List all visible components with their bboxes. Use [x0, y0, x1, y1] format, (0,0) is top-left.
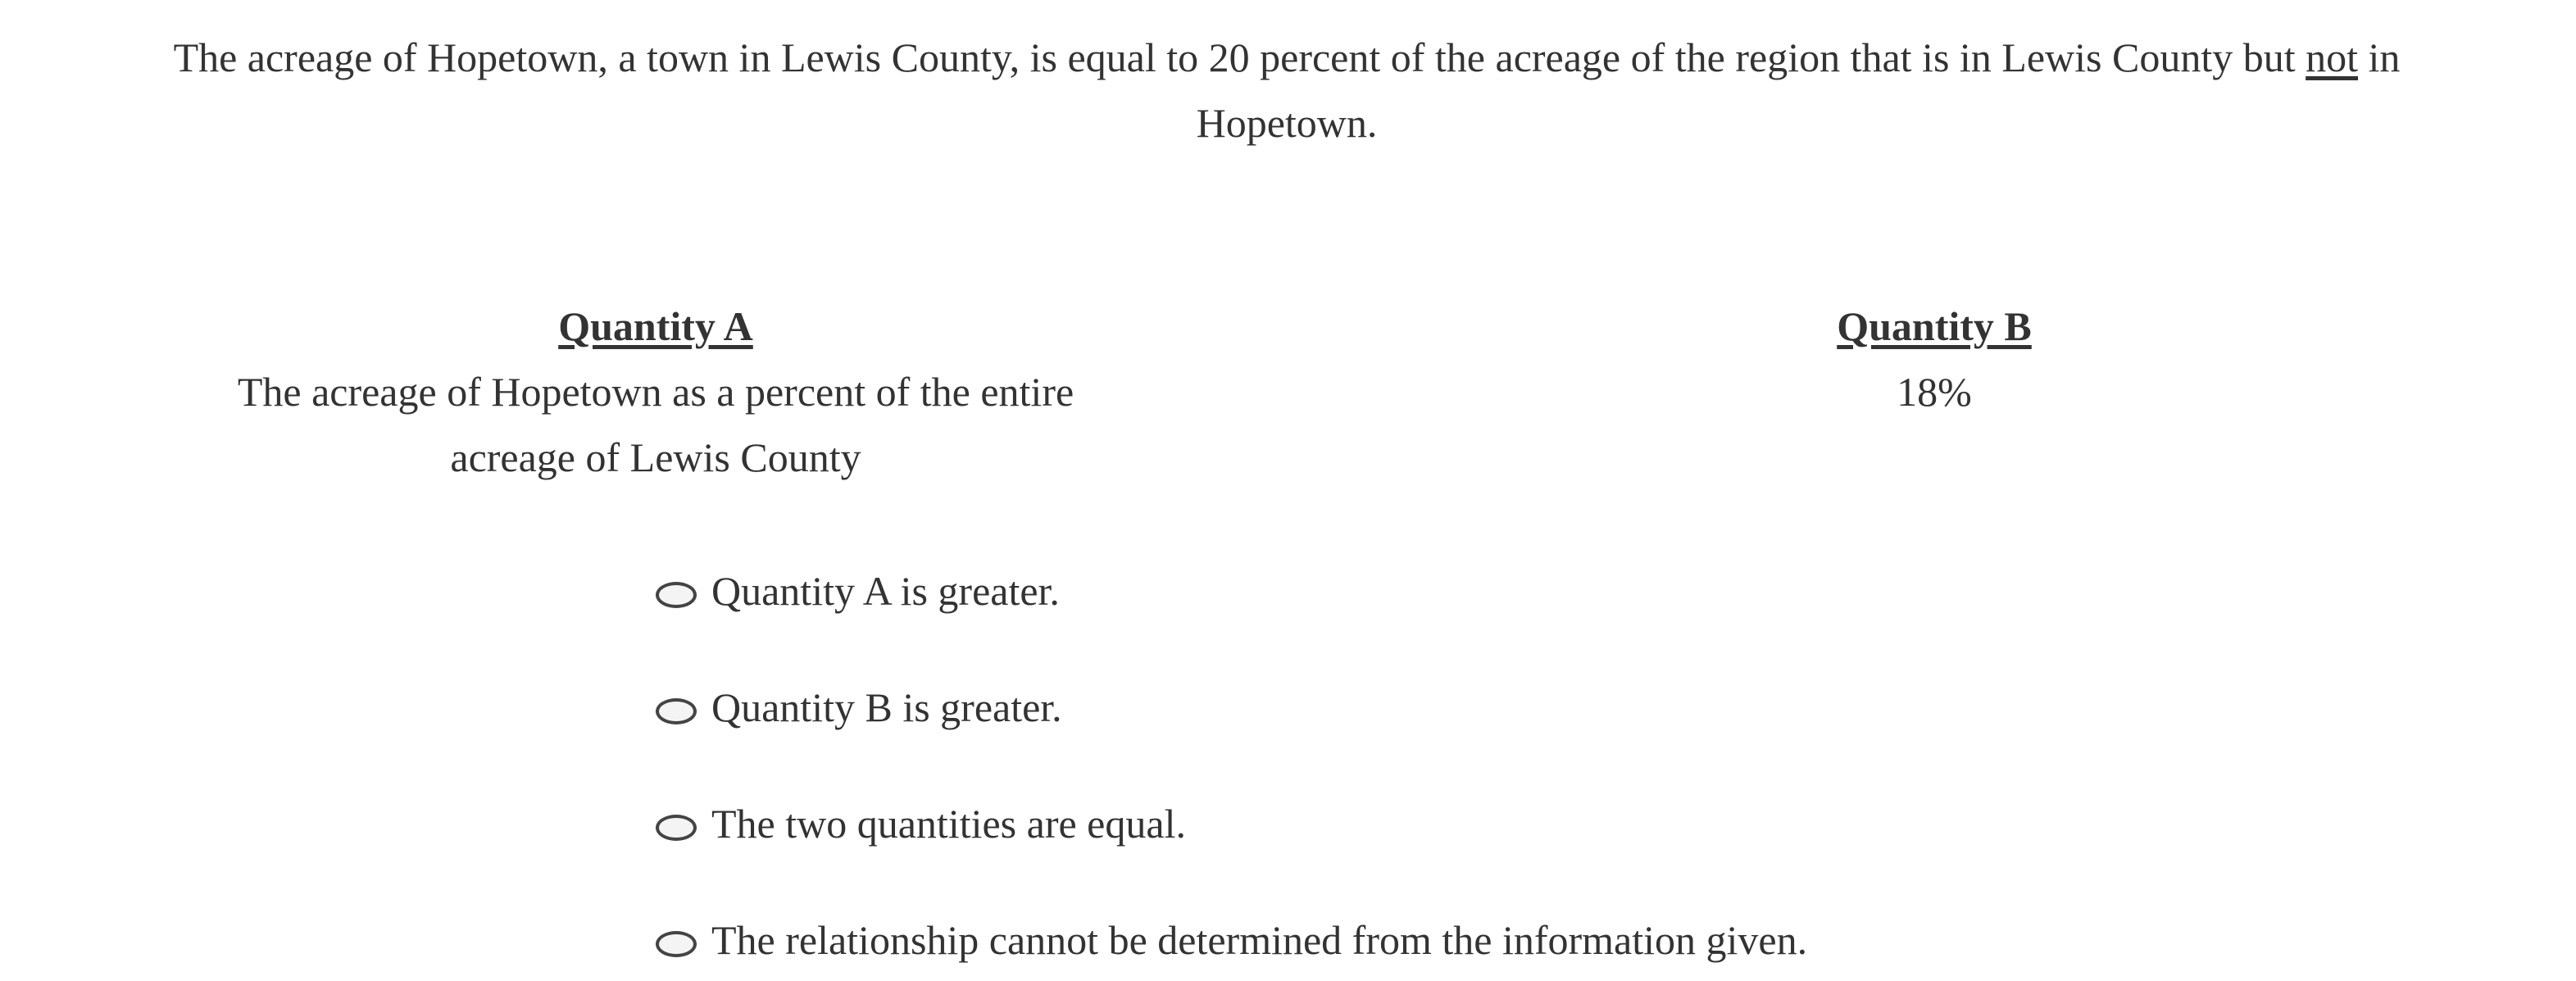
choice-label: The two quantities are equal. [711, 801, 1186, 847]
question-stem [98, 25, 2475, 156]
choice-equal[interactable] [656, 794, 1807, 853]
choice-label: Quantity A is greater. [711, 568, 1060, 614]
radio-button-icon[interactable] [656, 931, 697, 957]
quantity-a-line-1: The acreage of Hopetown as a percent of the entire [237, 369, 1074, 415]
quantity-a-heading: Quantity A [558, 303, 753, 349]
stem-text: The acreage of Hopetown, a town in Lewis County, is equal to 20 percent of the acreage of the region that is in Lewis County but [173, 34, 2306, 80]
answer-choices [656, 561, 1807, 981]
quantity-b-column [1672, 293, 2197, 425]
choice-cannot-determine[interactable] [656, 911, 1807, 970]
radio-button-icon[interactable] [656, 698, 697, 724]
stem-text-end: in Hopetown. [1196, 34, 2401, 146]
quantity-a-column [189, 293, 1123, 490]
choice-label: The relationship cannot be determined from the information given. [711, 917, 1808, 963]
quantity-b-value: 18% [1897, 369, 1972, 415]
choice-a-greater[interactable] [656, 561, 1807, 620]
quantity-b-heading: Quantity B [1837, 303, 2032, 349]
radio-button-icon[interactable] [656, 582, 697, 608]
quantity-a-line-2: acreage of Lewis County [450, 434, 861, 480]
stem-emphasis: not [2306, 34, 2359, 80]
radio-button-icon[interactable] [656, 815, 697, 841]
choice-b-greater[interactable] [656, 678, 1807, 737]
choice-label: Quantity B is greater. [711, 684, 1062, 730]
